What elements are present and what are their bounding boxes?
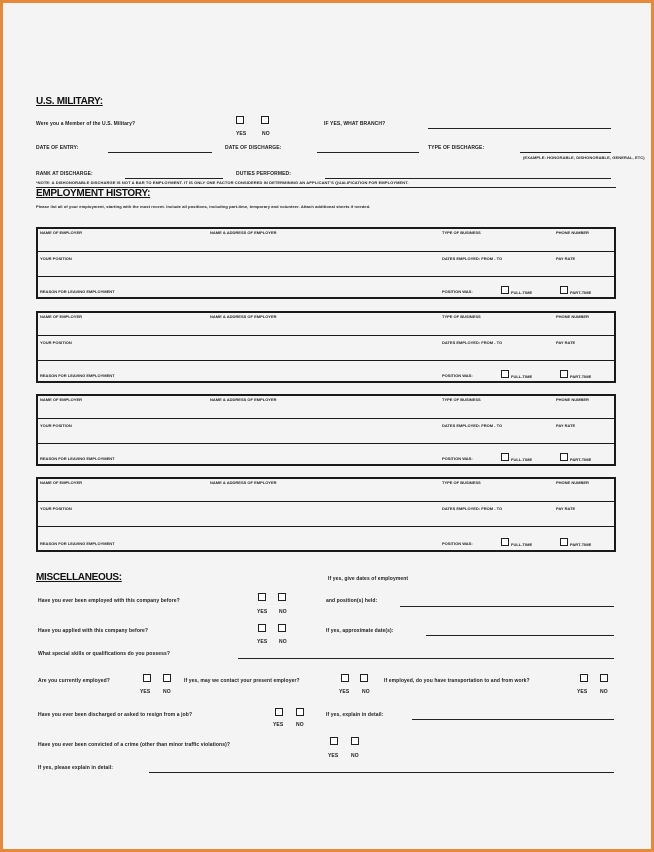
discharged-question: Have you ever been discharged or asked to resign from a job?	[38, 712, 193, 718]
no-label: NO	[362, 689, 370, 695]
full-time-label: FULL-TIME	[511, 290, 533, 295]
convicted-yes-checkbox[interactable]	[330, 737, 338, 745]
job-title-label: YOUR POSITION	[40, 506, 72, 511]
part-time-checkbox[interactable]	[560, 453, 568, 461]
full-time-label: FULL-TIME	[511, 374, 533, 379]
applied-before-question: Have you applied with this company before?	[38, 628, 149, 634]
skills-question: What special skills or qualifications do you possess?	[38, 651, 170, 657]
approx-date-label: If yes, approximate date(s):	[326, 628, 394, 634]
reason-label: REASON FOR LEAVING EMPLOYMENT	[40, 456, 115, 461]
yes-label: YES	[257, 639, 268, 645]
date-discharge-field[interactable]	[317, 152, 419, 153]
explain-detail-label: If yes, explain in detail:	[326, 712, 384, 718]
business-type-label: TYPE OF BUSINESS	[442, 314, 481, 319]
employed-before-no-checkbox[interactable]	[278, 593, 286, 601]
full-time-label: FULL-TIME	[511, 457, 533, 462]
explain-detail-2-label: If yes, please explain in detail:	[38, 765, 113, 771]
currently-employed-yes-checkbox[interactable]	[143, 674, 151, 682]
position-was-label: POSITION WAS:	[442, 456, 473, 461]
contact-employer-yes-checkbox[interactable]	[341, 674, 349, 682]
employer-block-4	[36, 477, 616, 552]
employer-name-label: NAME OF EMPLOYER	[40, 480, 83, 485]
no-label: NO	[262, 131, 270, 137]
phone-label: PHONE NUMBER	[556, 480, 589, 485]
position-row[interactable]	[38, 502, 614, 527]
convicted-question: Have you ever been convicted of a crime (other than minor traffic violations)?	[38, 742, 231, 748]
approx-date-field[interactable]	[426, 635, 614, 636]
military-yes-checkbox[interactable]	[236, 116, 244, 124]
employer-block-2	[36, 311, 616, 383]
currently-employed-no-checkbox[interactable]	[163, 674, 171, 682]
duties-label: DUTIES PERFORMED:	[236, 171, 292, 177]
reason-row[interactable]	[38, 277, 614, 297]
pay-rate-label: PAY RATE	[556, 256, 576, 261]
employed-before-question: Have you ever been employed with this company before?	[38, 598, 180, 604]
employer-block-1	[36, 227, 616, 299]
yes-label: YES	[339, 689, 350, 695]
yes-label: YES	[273, 722, 284, 728]
part-time-label: PART-TIME	[570, 290, 592, 295]
duties-field[interactable]	[325, 178, 611, 179]
skills-field[interactable]	[238, 658, 614, 659]
yes-label: YES	[328, 753, 339, 759]
job-title-label: YOUR POSITION	[40, 256, 72, 261]
type-discharge-label: TYPE OF DISCHARGE:	[428, 145, 485, 151]
full-time-checkbox[interactable]	[501, 538, 509, 546]
dates-employed-label: DATES EMPLOYED: FROM - TO	[442, 340, 503, 345]
date-discharge-label: DATE OF DISCHARGE:	[225, 145, 282, 151]
phone-label: PHONE NUMBER	[556, 397, 589, 402]
job-title-label: YOUR POSITION	[40, 340, 72, 345]
position-row[interactable]	[38, 419, 614, 444]
pay-rate-label: PAY RATE	[556, 506, 576, 511]
employer-row[interactable]	[38, 396, 614, 419]
misc-heading: MISCELLANEOUS:	[36, 572, 122, 583]
business-type-label: TYPE OF BUSINESS	[442, 480, 481, 485]
part-time-label: PART-TIME	[570, 374, 592, 379]
position-row[interactable]	[38, 252, 614, 277]
yes-label: YES	[577, 689, 588, 695]
employer-block-3	[36, 394, 616, 466]
employer-name-label: NAME OF EMPLOYER	[40, 230, 83, 235]
pay-rate-label: PAY RATE	[556, 340, 576, 345]
employer-name-label: NAME OF EMPLOYER	[40, 314, 83, 319]
military-no-checkbox[interactable]	[261, 116, 269, 124]
job-title-label: YOUR POSITION	[40, 423, 72, 428]
applied-before-yes-checkbox[interactable]	[258, 624, 266, 632]
part-time-label: PART-TIME	[570, 457, 592, 462]
discharged-explain-field[interactable]	[412, 719, 614, 720]
discharge-examples: (EXAMPLE: HONORABLE, DISHONORABLE, GENERAL, ETC)	[523, 155, 645, 160]
reason-label: REASON FOR LEAVING EMPLOYMENT	[40, 289, 115, 294]
position-was-label: POSITION WAS:	[442, 289, 473, 294]
discharged-yes-checkbox[interactable]	[275, 708, 283, 716]
transportation-question: If employed, do you have transportation to and from work?	[384, 678, 530, 684]
no-label: NO	[279, 609, 287, 615]
rank-field[interactable]	[125, 178, 223, 179]
military-heading: U.S. MILITARY:	[36, 96, 103, 107]
give-dates-label: If yes, give dates of employment	[328, 576, 409, 582]
employer-address-label: NAME & ADDRESS OF EMPLOYER	[210, 397, 277, 402]
employer-address-label: NAME & ADDRESS OF EMPLOYER	[210, 314, 277, 319]
position-held-field[interactable]	[400, 606, 614, 607]
full-time-label: FULL-TIME	[511, 542, 533, 547]
transportation-no-checkbox[interactable]	[600, 674, 608, 682]
reason-label: REASON FOR LEAVING EMPLOYMENT	[40, 373, 115, 378]
no-label: NO	[163, 689, 171, 695]
part-time-checkbox[interactable]	[560, 286, 568, 294]
military-note: *NOTE: A DISHONORABLE DISCHARGE IS NOT A BAR TO EMPLOYMENT. IT IS ONLY ONE FACTOR CONSIDERED IN DETERMINING AN APPLICANT'S QUALIFICATION FOR EMPLOYMENT.	[36, 180, 409, 185]
no-label: NO	[279, 639, 287, 645]
employer-address-label: NAME & ADDRESS OF EMPLOYER	[210, 230, 277, 235]
position-held-label: and position(s) held:	[326, 598, 378, 604]
no-label: NO	[600, 689, 608, 695]
date-entry-label: DATE OF ENTRY:	[36, 145, 79, 151]
transportation-yes-checkbox[interactable]	[580, 674, 588, 682]
full-time-checkbox[interactable]	[501, 453, 509, 461]
military-member-question: Were you a Member of the U.S. Military?	[36, 121, 136, 127]
branch-field[interactable]	[428, 128, 611, 129]
yes-label: YES	[140, 689, 151, 695]
no-label: NO	[351, 753, 359, 759]
position-was-label: POSITION WAS:	[442, 541, 473, 546]
discharged-no-checkbox[interactable]	[296, 708, 304, 716]
reason-row[interactable]	[38, 527, 614, 547]
date-entry-field[interactable]	[108, 152, 212, 153]
yes-label: YES	[236, 131, 247, 137]
part-time-checkbox[interactable]	[560, 538, 568, 546]
no-label: NO	[296, 722, 304, 728]
type-discharge-field[interactable]	[520, 152, 611, 153]
business-type-label: TYPE OF BUSINESS	[442, 397, 481, 402]
currently-employed-question: Are you currently employed?	[38, 678, 110, 684]
convicted-no-checkbox[interactable]	[351, 737, 359, 745]
pay-rate-label: PAY RATE	[556, 423, 576, 428]
employment-instructions: Please list all of your employment, starting with the most recent. Include all positions, including part-time, temporary and volunteer. Attach additional sheets if needed.	[36, 204, 371, 209]
reason-row[interactable]	[38, 361, 614, 381]
phone-label: PHONE NUMBER	[556, 314, 589, 319]
dates-employed-label: DATES EMPLOYED: FROM - TO	[442, 423, 503, 428]
employer-row[interactable]	[38, 313, 614, 336]
position-row[interactable]	[38, 336, 614, 361]
business-type-label: TYPE OF BUSINESS	[442, 230, 481, 235]
contact-employer-no-checkbox[interactable]	[360, 674, 368, 682]
convicted-explain-field[interactable]	[149, 772, 614, 773]
full-time-checkbox[interactable]	[501, 370, 509, 378]
part-time-checkbox[interactable]	[560, 370, 568, 378]
yes-label: YES	[257, 609, 268, 615]
employment-heading: EMPLOYMENT HISTORY:	[36, 188, 151, 199]
employer-address-label: NAME & ADDRESS OF EMPLOYER	[210, 480, 277, 485]
phone-label: PHONE NUMBER	[556, 230, 589, 235]
employer-name-label: NAME OF EMPLOYER	[40, 397, 83, 402]
contact-employer-question: If yes, may we contact your present employer?	[184, 678, 300, 684]
dates-employed-label: DATES EMPLOYED: FROM - TO	[442, 506, 503, 511]
reason-row[interactable]	[38, 444, 614, 464]
employer-row[interactable]	[38, 479, 614, 502]
dates-employed-label: DATES EMPLOYED: FROM - TO	[442, 256, 503, 261]
applied-before-no-checkbox[interactable]	[278, 624, 286, 632]
employed-before-yes-checkbox[interactable]	[258, 593, 266, 601]
reason-label: REASON FOR LEAVING EMPLOYMENT	[40, 541, 115, 546]
branch-label: IF YES, WHAT BRANCH?	[324, 121, 386, 127]
part-time-label: PART-TIME	[570, 542, 592, 547]
rank-label: RANK AT DISCHARGE:	[36, 171, 93, 177]
position-was-label: POSITION WAS:	[442, 373, 473, 378]
employer-row[interactable]	[38, 229, 614, 252]
full-time-checkbox[interactable]	[501, 286, 509, 294]
